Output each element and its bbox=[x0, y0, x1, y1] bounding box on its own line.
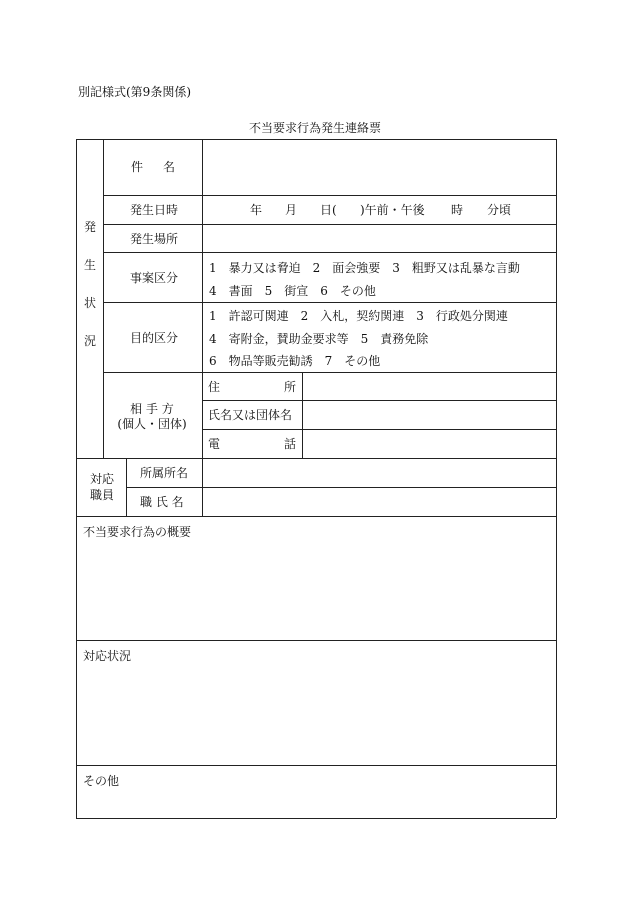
incident-type-options bbox=[209, 257, 520, 302]
section-label-occurrence-status: 発 生 状 況 bbox=[83, 220, 96, 348]
phone-field[interactable] bbox=[303, 430, 555, 458]
staff-name-field[interactable] bbox=[203, 488, 555, 516]
label-name-or-org: 氏名又は団体名 bbox=[208, 408, 293, 422]
form-title: 不当要求行為発生連絡票 bbox=[248, 121, 382, 135]
purpose-type-line: 4 寄附金，賛助金要求等 5 責務免除 bbox=[209, 331, 429, 346]
label-place: 発生場所 bbox=[130, 232, 179, 246]
department-field[interactable] bbox=[203, 459, 555, 487]
label-subject-second: 名 bbox=[163, 160, 176, 174]
label-department: 所属所名 bbox=[140, 466, 189, 480]
address-field[interactable] bbox=[303, 373, 555, 400]
purpose-type-line: 6 物品等販売勧誘 7 その他 bbox=[209, 354, 381, 368]
form-reference: 別記様式(第9条関係) bbox=[78, 85, 191, 99]
time-minute-unit: 分頃 bbox=[487, 203, 512, 217]
incident-type-line: 4 書面 5 街宣 6 その他 bbox=[209, 283, 376, 298]
label-response-status: 対応状況 bbox=[83, 649, 132, 663]
label-date-time: 発生日時 bbox=[130, 203, 179, 217]
date-month-unit: 月 bbox=[285, 203, 298, 217]
label-staff-name: 職 氏 名 bbox=[140, 495, 184, 509]
label-phone-first: 電 bbox=[208, 437, 221, 451]
time-hour-unit: 時 bbox=[451, 203, 464, 217]
other-field[interactable] bbox=[77, 790, 555, 817]
label-purpose-type: 目的区分 bbox=[130, 331, 179, 345]
label-incident-type: 事案区分 bbox=[130, 271, 179, 285]
label-counterparty-kind: (個人・団体) bbox=[117, 417, 187, 431]
label-phone-second: 話 bbox=[284, 437, 297, 451]
name-or-org-field[interactable] bbox=[303, 401, 555, 429]
place-field[interactable] bbox=[203, 225, 555, 252]
subject-field[interactable] bbox=[203, 140, 555, 195]
purpose-type-options bbox=[209, 305, 508, 373]
label-address-second: 所 bbox=[284, 380, 297, 394]
response-status-field[interactable] bbox=[77, 665, 555, 764]
purpose-type-line: 1 許認可関連 2 入札，契約関連 3 行政処分関連 bbox=[209, 309, 508, 323]
date-year-unit: 年 bbox=[250, 203, 263, 217]
incident-type-line: 1 暴力又は脅迫 2 面会強要 3 粗野又は乱暴な言動 bbox=[209, 261, 520, 275]
label-subject-first: 件 bbox=[131, 160, 144, 174]
label-counterparty: 相 手 方 bbox=[130, 402, 174, 416]
label-summary: 不当要求行為の概要 bbox=[83, 525, 192, 539]
am-pm-choice: )午前・午後 bbox=[360, 203, 425, 217]
date-day-unit: 日( bbox=[320, 203, 337, 217]
label-address-first: 住 bbox=[208, 380, 221, 394]
label-other: その他 bbox=[83, 774, 120, 788]
date-time-field[interactable] bbox=[203, 196, 555, 224]
label-staff: 対応 bbox=[90, 472, 115, 486]
summary-field[interactable] bbox=[77, 541, 555, 639]
label-staff-second: 職員 bbox=[90, 488, 115, 502]
